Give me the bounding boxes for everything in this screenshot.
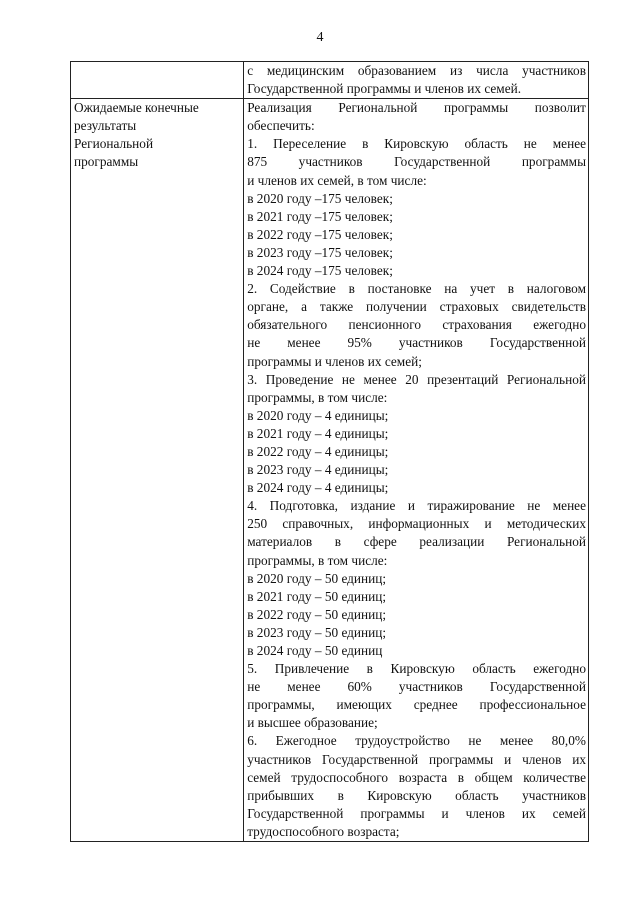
text-line: 6. Ежегодное трудоустройство не менее 80,0% <box>247 733 586 749</box>
row1-left-cell <box>71 62 244 99</box>
text-line: 2. Содействие в постановке на учет в налоговом <box>247 281 586 297</box>
text-line: программы, в том числе: <box>247 389 388 405</box>
text-line: 1. Переселение в Кировскую область не менее <box>247 136 586 152</box>
text-line: органе, а также получении страховых свидетельств <box>247 299 586 315</box>
text-line: в 2020 году – 50 единиц; <box>247 570 387 586</box>
text-line: 875 участников Государственной программы <box>247 154 586 170</box>
text-line: 4. Подготовка, издание и тиражирование не менее <box>247 498 586 514</box>
text-line: в 2021 году – 4 единицы; <box>247 425 389 441</box>
text-line: в 2022 году – 50 единиц; <box>247 606 387 622</box>
row-label-line: Региональной <box>74 136 154 152</box>
row1-right-cell <box>244 62 589 99</box>
text-line: прибывших в Кировскую область участников <box>247 787 586 803</box>
text-line: и членов их семей, в том числе: <box>247 172 427 188</box>
text-line: в 2024 году – 4 единицы; <box>247 480 389 496</box>
row-label-line: программы <box>74 154 139 170</box>
program-table <box>70 61 589 842</box>
text-line: в 2023 году –175 человек; <box>247 244 393 260</box>
text-line: в 2020 году –175 человек; <box>247 190 393 206</box>
row2-right-cell <box>244 99 589 842</box>
text-line: 5. Привлечение в Кировскую область ежегодно <box>247 661 586 677</box>
text-line: материалов в сфере реализации Региональной <box>247 534 586 550</box>
text-line: в 2024 году – 50 единиц <box>247 643 383 658</box>
row-label-line: Ожидаемые конечные <box>74 100 199 116</box>
text-line: программы, в том числе: <box>247 552 388 568</box>
text-line: трудоспособного возраста; <box>247 823 400 839</box>
text-line: в 2022 году –175 человек; <box>247 226 393 242</box>
text-line: 3. Проведение не менее 20 презентаций Региональной <box>247 371 586 387</box>
text-line: Государственной программы и членов их семей <box>247 805 586 821</box>
text-line: и высшее образование; <box>247 715 378 731</box>
text-line: в 2023 году – 50 единиц; <box>247 624 387 640</box>
page-number: 4 <box>316 30 324 45</box>
text-line: в 2024 году –175 человек; <box>247 263 393 279</box>
row-label-line: результаты <box>74 118 137 134</box>
text-line: в 2021 году –175 человек; <box>247 208 393 224</box>
text-line: обязательного пенсионного страхования ежегодно <box>247 317 586 333</box>
row2-left-cell <box>71 99 244 842</box>
text-line: в 2021 году – 50 единиц; <box>247 588 387 604</box>
text-line: семей трудоспособного возраста в общем количестве <box>247 769 586 785</box>
text-line: Реализация Региональной программы позволит <box>247 100 586 116</box>
table-row <box>71 99 589 842</box>
table-row <box>71 62 589 99</box>
text-line: с медицинским образованием из числа участников <box>247 63 586 78</box>
text-line: программы, имеющих среднее профессиональное <box>247 697 586 713</box>
text-line: в 2020 году – 4 единицы; <box>247 407 389 423</box>
text-line: в 2022 году – 4 единицы; <box>247 443 389 459</box>
text-line: обеспечить: <box>247 118 315 134</box>
text-line: 250 справочных, информационных и методических <box>247 516 586 532</box>
text-line: не менее 95% участников Государственной <box>247 335 586 351</box>
text-line: в 2023 году – 4 единицы; <box>247 462 389 478</box>
text-line: Государственной программы и членов их семей. <box>247 81 522 97</box>
text-line: участников Государственной программы и членов их <box>247 751 586 767</box>
text-line: не менее 60% участников Государственной <box>247 679 586 695</box>
text-line: программы и членов их семей; <box>247 353 422 369</box>
